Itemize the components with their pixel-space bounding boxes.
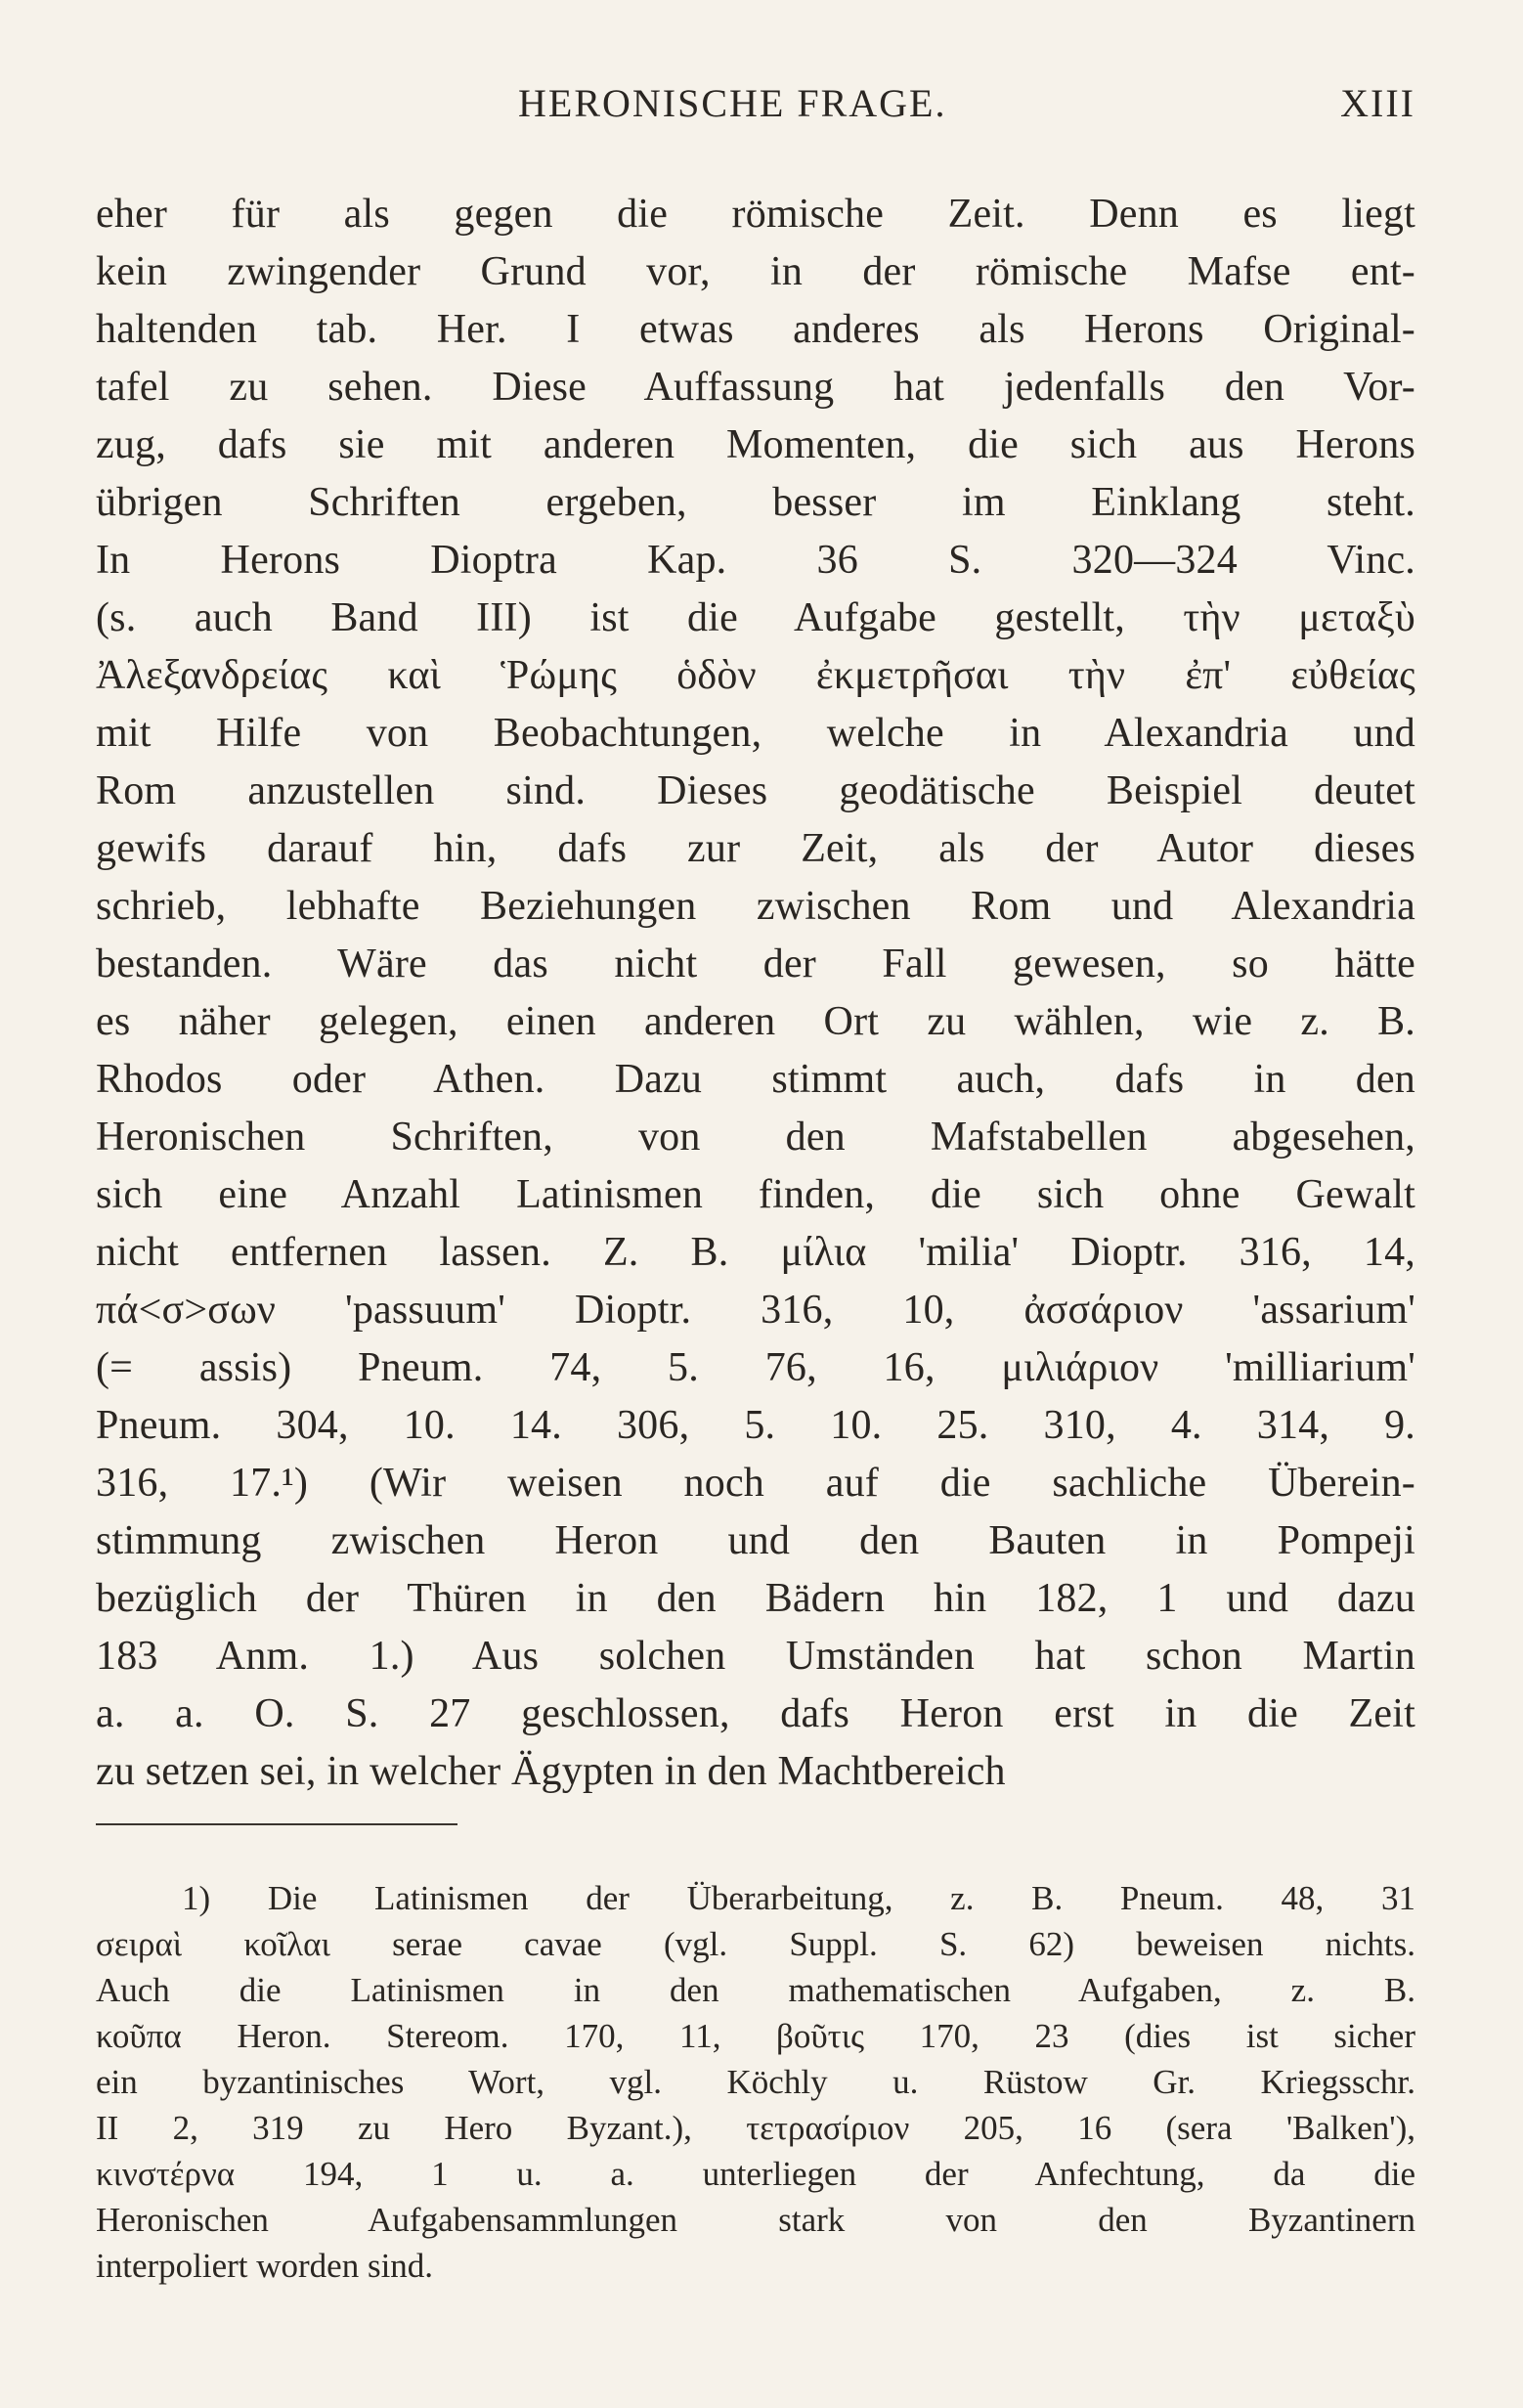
page-number: XIII xyxy=(1340,81,1415,125)
footnote-line: σειραὶ κοῖλαι serae cavae (vgl. Suppl. S. 62) beweisen nichts. xyxy=(96,1925,1415,1963)
text-line: bezüglich der Thüren in den Bädern hin 182, 1 und dazu xyxy=(96,1576,1415,1621)
footnote-line: interpoliert worden sind. xyxy=(96,2247,434,2285)
text-line: nicht entfernen lassen. Z. B. μίλια 'milia' Dioptr. 316, 14, xyxy=(96,1230,1415,1275)
text-line: 183 Anm. 1.) Aus solchen Umständen hat schon Martin xyxy=(96,1634,1415,1679)
text-line: kein zwingender Grund vor, in der römische Mafse ent- xyxy=(96,249,1415,294)
text-line: haltenden tab. Her. I etwas anderes als Herons Original- xyxy=(96,307,1415,352)
text-line: (s. auch Band III) ist die Aufgabe gestellt, τὴν μεταξὺ xyxy=(96,595,1415,640)
main-text xyxy=(96,186,1415,1801)
text-line: übrigen Schriften ergeben, besser im Einklang steht. xyxy=(96,480,1415,525)
text-line: Pneum. 304, 10. 14. 306, 5. 10. 25. 310, 4. 314, 9. xyxy=(96,1403,1415,1448)
footnote-divider xyxy=(96,1823,457,1825)
footnote-line: Heronischen Aufgabensammlungen stark von den Byzantinern xyxy=(96,2201,1415,2239)
text-line: eher für als gegen die römische Zeit. Denn es liegt xyxy=(96,192,1415,237)
running-title: HERONISCHE FRAGE. xyxy=(518,81,947,125)
text-line: 316, 17.¹) (Wir weisen noch auf die sachliche Überein- xyxy=(96,1461,1415,1506)
text-line: bestanden. Wäre das nicht der Fall gewesen, so hätte xyxy=(96,941,1415,986)
text-line: Rhodos oder Athen. Dazu stimmt auch, dafs in den xyxy=(96,1057,1415,1102)
footnote-line: 1) Die Latinismen der Überarbeitung, z. B. Pneum. 48, 31 xyxy=(182,1879,1415,1917)
text-line: es näher gelegen, einen anderen Ort zu wählen, wie z. B. xyxy=(96,999,1415,1044)
footnote-line: II 2, 319 zu Hero Byzant.), τετρασίριον 205, 16 (sera 'Balken'), xyxy=(96,2109,1415,2147)
running-header xyxy=(96,80,1415,129)
text-line: zug, dafs sie mit anderen Momenten, die sich aus Herons xyxy=(96,422,1415,467)
footnotes xyxy=(96,1875,1415,2289)
text-line: Ἀλεξανδρείας καὶ Ῥώμης ὁδὸν ἐκμετρῆσαι τὴν ἐπ' εὐθείας xyxy=(96,653,1415,698)
text-line: (= assis) Pneum. 74, 5. 76, 16, μιλιάριον 'milliarium' xyxy=(96,1345,1415,1390)
footnote-line: κοῦπα Heron. Stereom. 170, 11, βοῦτις 170, 23 (dies ist sicher xyxy=(96,2017,1415,2055)
text-line: zu setzen sei, in welcher Ägypten in den Machtbereich xyxy=(96,1749,1006,1794)
footnote-line: Auch die Latinismen in den mathematischen Aufgaben, z. B. xyxy=(96,1971,1415,2009)
text-line: a. a. O. S. 27 geschlossen, dafs Heron erst in die Zeit xyxy=(96,1691,1415,1736)
text-line: mit Hilfe von Beobachtungen, welche in Alexandria und xyxy=(96,711,1415,756)
footnote-line: ein byzantinisches Wort, vgl. Köchly u. Rüstow Gr. Kriegsschr. xyxy=(96,2063,1415,2101)
text-line: Rom anzustellen sind. Dieses geodätische Beispiel deutet xyxy=(96,768,1415,813)
text-line: πά<σ>σων 'passuum' Dioptr. 316, 10, ἀσσάριον 'assarium' xyxy=(96,1288,1415,1333)
text-line: In Herons Dioptra Kap. 36 S. 320—324 Vinc. xyxy=(96,538,1415,583)
text-line: sich eine Anzahl Latinismen finden, die sich ohne Gewalt xyxy=(96,1172,1415,1217)
footnote-line: κινστέρνα 194, 1 u. a. unterliegen der Anfechtung, da die xyxy=(96,2155,1415,2193)
text-line: stimmung zwischen Heron und den Bauten in Pompeji xyxy=(96,1518,1415,1563)
text-line: Heronischen Schriften, von den Mafstabellen abgesehen, xyxy=(96,1115,1415,1160)
text-line: schrieb, lebhafte Beziehungen zwischen Rom und Alexandria xyxy=(96,884,1415,929)
text-line: gewifs darauf hin, dafs zur Zeit, als der Autor dieses xyxy=(96,826,1415,871)
text-line: tafel zu sehen. Diese Auffassung hat jedenfalls den Vor- xyxy=(96,365,1415,410)
